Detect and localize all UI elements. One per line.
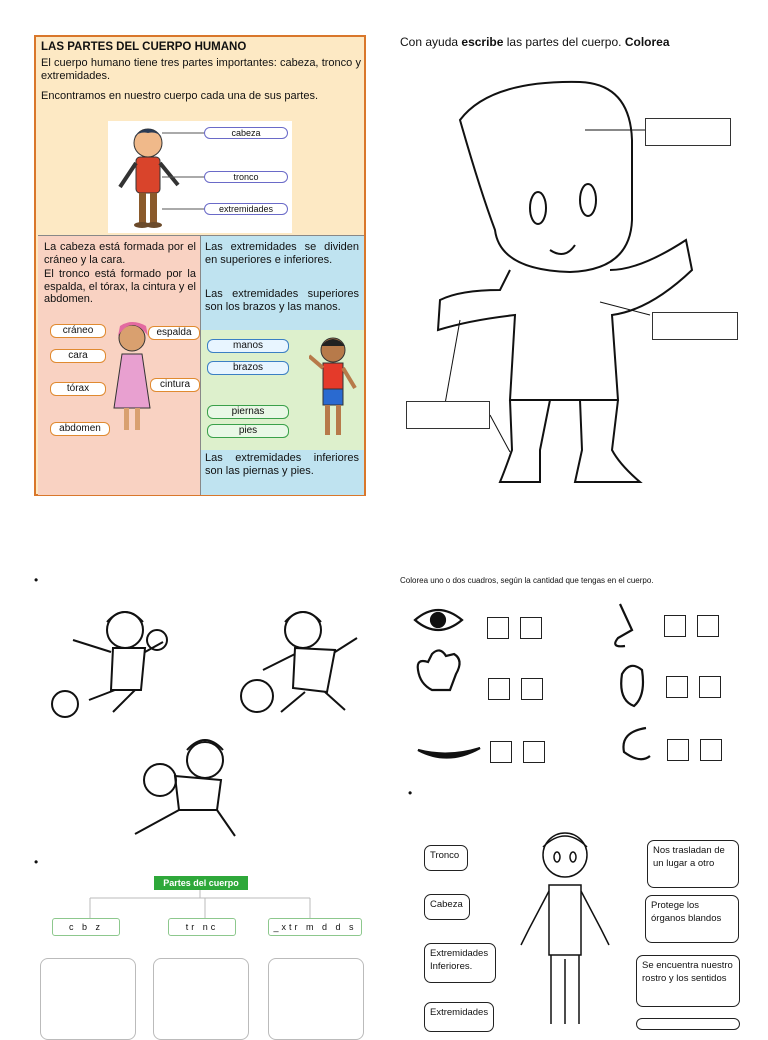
instruction-pre: Con ayuda [400,35,462,49]
label-cara: cara [50,349,106,363]
label-torax: tórax [50,382,106,396]
match-left-tronco[interactable]: Tronco [424,845,468,871]
color-box[interactable] [664,615,686,637]
panel-title: LAS PARTES DEL CUERPO HUMANO [41,41,247,53]
limbs-section [200,235,364,495]
match-left-extremidades[interactable]: Extremidades [424,1002,494,1032]
tree-answer-box[interactable] [268,958,364,1040]
bullet-2: • [34,855,39,869]
write-instruction [400,35,670,49]
instruction-bold-escribe: escribe [461,35,504,49]
color-box[interactable] [700,739,722,761]
instruction-mid: las partes del cuerpo. [503,35,625,49]
label-brazos: brazos [207,361,289,375]
head-description: La cabeza está formada por el cráneo y la cara. [44,241,196,266]
color-instruction: Colorea uno o dos cuadros, según la cantidad que tengas en el cuerpo. [400,576,654,585]
match-left-extremidades-inferiores[interactable]: Extremidades Inferiores. [424,943,496,983]
nose-side-icon [623,728,650,759]
label-piernas: piernas [207,405,289,419]
color-box[interactable] [699,676,721,698]
label-manos: manos [207,339,289,353]
label-extremidades: extremidades [204,203,288,215]
tree-branch-cabeza: c b z [52,918,120,936]
tree-branch-extremidades: _xtr m d d s [268,918,362,936]
lower-limbs-description: Las extremidades inferiores son las piernas y pies. [205,452,359,477]
mouth-icon [418,748,480,758]
bullet-3: • [408,786,413,800]
color-box[interactable] [488,678,510,700]
intro-text-1: El cuerpo humano tiene tres partes importantes: cabeza, tronco y extremidades. [41,57,361,82]
color-box[interactable] [667,739,689,761]
nose-icon [615,604,632,646]
label-cabeza: cabeza [204,127,288,139]
label-abdomen: abdomen [50,422,110,436]
answer-box-tronco[interactable] [652,312,738,340]
ear-icon [621,666,643,706]
tree-connectors [80,890,340,920]
tree-root: Partes del cuerpo [154,876,248,890]
color-box[interactable] [520,617,542,639]
hand-icon [418,650,460,690]
label-pies: pies [207,424,289,438]
color-box[interactable] [666,676,688,698]
intro-text-2: Encontramos en nuestro cuerpo cada una de sus partes. [41,90,319,102]
match-left-cabeza[interactable]: Cabeza [424,894,470,920]
match-right-empty[interactable] [636,1018,740,1030]
color-box[interactable] [523,741,545,763]
answer-box-extremidades[interactable] [406,401,490,429]
answer-box-cabeza[interactable] [645,118,731,146]
label-espalda: espalda [148,326,200,340]
color-box[interactable] [521,678,543,700]
tree-answer-box[interactable] [40,958,136,1040]
upper-limbs-description: Las extremidades superiores son los brazos y las manos. [205,288,359,313]
kid-illustration [108,121,292,233]
match-right-trasladan[interactable]: Nos trasladan de un lugar a otro [647,840,739,888]
info-panel [34,35,366,496]
match-right-rostro[interactable]: Se encuentra nuestro rostro y los sentidos [636,955,740,1007]
tree-answer-box[interactable] [153,958,249,1040]
bullet-1: • [34,573,39,587]
color-box[interactable] [487,617,509,639]
limbs-description: Las extremidades se dividen en superiores e inferiores. [205,241,359,266]
child-outline-drawing [515,825,615,1024]
boy-figure-icon [309,332,361,447]
sports-kids-drawing [45,600,365,845]
label-cintura: cintura [150,378,200,392]
match-right-protege[interactable]: Protege los órganos blandos [645,895,739,943]
head-trunk-section [38,235,200,495]
color-box[interactable] [697,615,719,637]
color-box[interactable] [490,741,512,763]
instruction-bold-colorea: Colorea [624,35,670,49]
trunk-description: El tronco está formado por la espalda, el tórax, la cintura y el abdomen. [44,268,196,305]
tree-branch-tronco: tr nc [168,918,236,936]
label-craneo: cráneo [50,324,106,338]
label-tronco: tronco [204,171,288,183]
